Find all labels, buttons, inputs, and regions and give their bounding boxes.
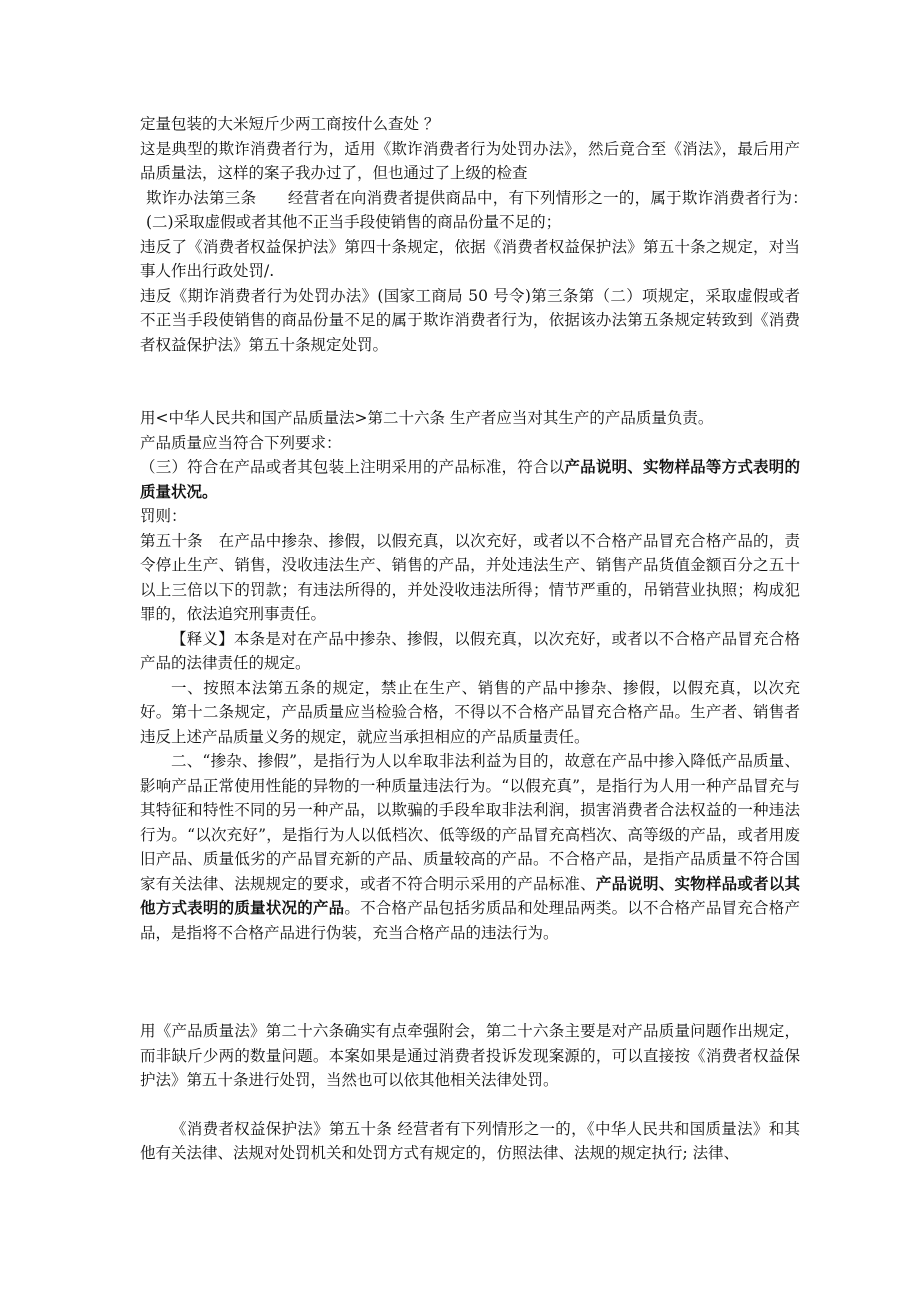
spacer [140, 945, 800, 1019]
document-page [140, 112, 816, 1166]
spacer [140, 357, 800, 406]
violation-paragraph-1: 违反了《消费者权益保护法》第四十条规定，依据《消费者权益保护法》第五十条之规定，对当事人作出行政处罚/. [140, 237, 800, 280]
violation-paragraph-2: 违反《期诈消费者行为处罚办法》(国家工商局 50 号令)第三条第（二）项规定，采取虚假或者不正当手段使销售的商品份量不足的属于欺诈消费者行为，依据该办法第五条规定转致到《消费者权益保护法》第五十条规定处罚。 [140, 286, 800, 354]
interpretation-point-2 [140, 749, 800, 945]
penalty-heading: 罚则： [140, 507, 187, 525]
product-quality-law-intro: 用<中华人民共和国产品质量法>第二十六条 生产者应当对其生产的产品质量负责。 [140, 409, 714, 427]
answer-paragraph: 这是典型的欺诈消费者行为，适用《欺诈消费者行为处罚办法》，然后竟合至《消法》，最后用产品质量法，这样的案子我办过了，但也通过了上级的检查 [140, 139, 800, 182]
point-2-text-c: 。不合格产品包括劣质品和处理品两类。以不合格产品冒充合格产品，是指将不合格产品进行伪装，充当合格产品的违法行为。 [140, 899, 800, 942]
spacer [140, 1093, 800, 1117]
requirement-item-3-bold: 产品说明、实物样品等方式表明的质量状况。 [140, 457, 800, 501]
fraud-measures-article3: 欺诈办法第三条 经营者在向消费者提供商品中，有下列情形之一的，属于欺诈消费者行为： (二)采取虚假或者其他不正当手段使销售的商品份量不足的； [146, 188, 816, 231]
interpretation-point-1: 一、按照本法第五条的规定，禁止在生产、销售的产品中掺杂、掺假，以假充真，以次充好。第十二条规定，产品质量应当检验合格，不得以不合格产品冒充合格产品。生产者、销售者违反上述产品质量义务的规定，就应当承担相应的产品质量责任。 [140, 678, 800, 746]
requirement-item-3 [140, 455, 800, 504]
point-2-text-a: 二、“掺杂、掺假”，是指行为人以牟取非法利益为目的，故意在产品中掺入降低产品质量、影响产品正常使用性能的异物的一种质量违法行为。“以假充真”，是指行为人用一种产品冒充与其特征和特性不同的另一种产品，以欺骗的手段牟取非法利润，损害消费者合法权益的一种违法行为。“以次充好”，是指行为人以低档次、低等级的产品冒充高档次、高等级的产品，或者用废旧产品、质量低劣的产品冒充新的产品、质量较高的产品。不合格产品，是指产品质量不符合国家有关法律、法规规定的要求，或者不符合明示采用的产品标准、 [140, 752, 800, 893]
consumer-protection-article-50: 《消费者权益保护法》第五十条 经营者有下列情形之一的，《中华人民共和国质量法》和其他有关法律、法规对处罚机关和处罚方式有规定的，仿照法律、法规的规定执行; 法律、 [140, 1119, 800, 1162]
interpretation-paragraph: 【释义】本条是对在产品中掺杂、掺假，以假充真，以次充好，或者以不合格产品冒充合格产品的法律责任的规定。 [140, 629, 800, 672]
requirement-item-3-text: （三）符合在产品或者其包装上注明采用的产品标准，符合以 [140, 458, 565, 476]
comment-paragraph: 用《产品质量法》第二十六条确实有点牵强附会，第二十六条主要是对产品质量问题作出规定，而非缺斤少两的数量问题。本案如果是通过消费者投诉发现案源的，可以直接按《消费者权益保护法》第五十条进行处罚，当然也可以依其他相关法律处罚。 [140, 1022, 800, 1089]
question-title: 定量包装的大米短斤少两工商按什么查处 ？ [140, 115, 440, 133]
quality-requirements-heading: 产品质量应当符合下列要求： [140, 433, 342, 452]
article-50: 第五十条 在产品中掺杂、掺假，以假充真，以次充好，或者以不合格产品冒充合格产品的，责令停止生产、销售，没收违法生产、销售的产品，并处违法生产、销售产品货值金额百分之五十以上三倍以下的罚款；有违法所得的，并处没收违法所得；情节严重的，吊销营业执照；构成犯罪的，依法追究刑事责任。 [140, 531, 800, 623]
point-2-bold: 产品说明、实物样品或者以其他方式表明的质量状况的产品 [140, 873, 800, 917]
